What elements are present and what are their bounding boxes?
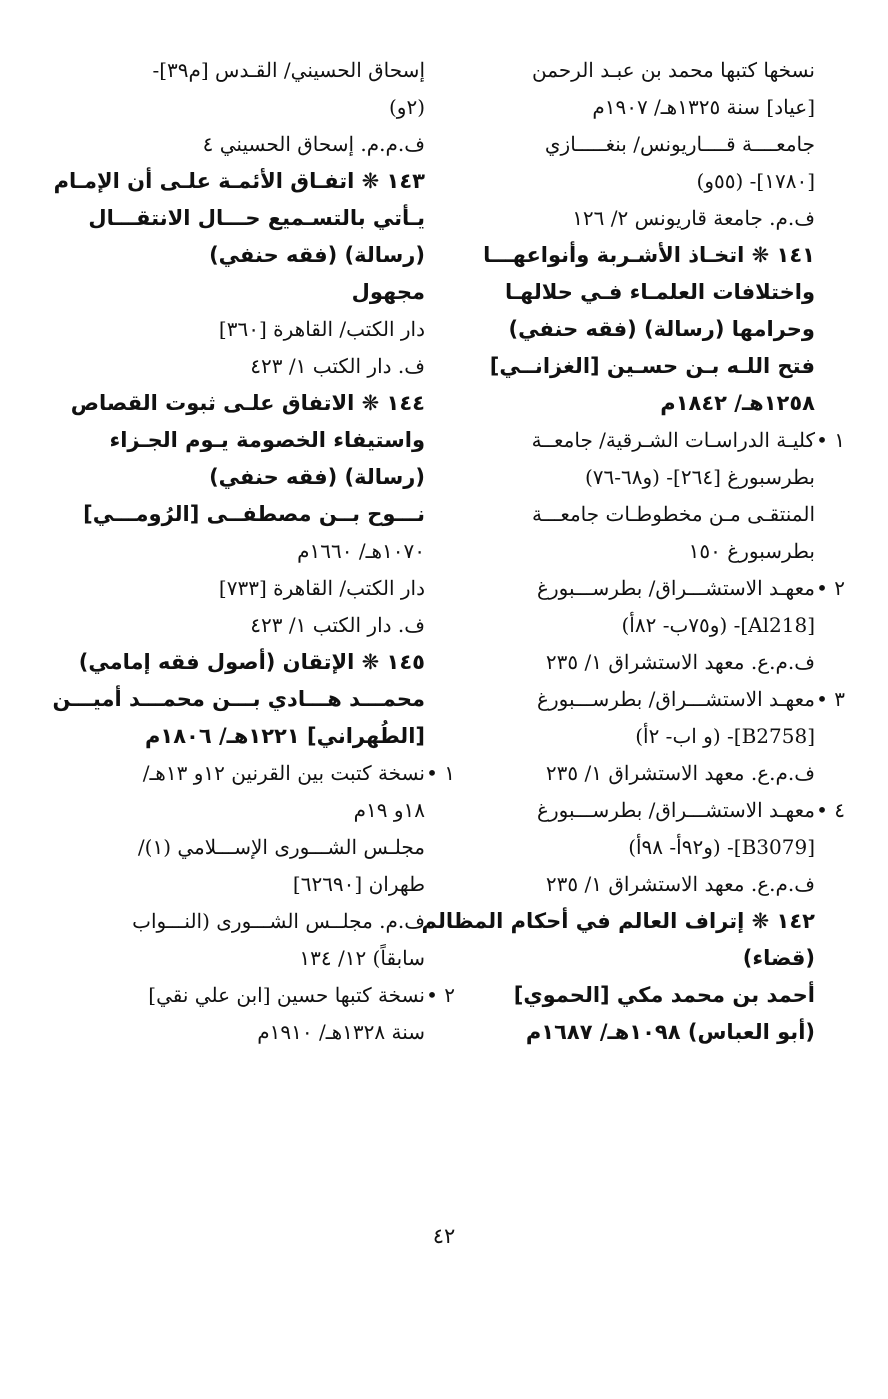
entry-text-line xyxy=(470,718,815,755)
line-text: (رسالة) (فقه حنفي) xyxy=(209,465,425,489)
entry-text-line xyxy=(470,422,845,459)
entry-text-line xyxy=(470,866,815,903)
line-text: ف.م.ع. معهد الاستشراق ١/ ٢٣٥ xyxy=(545,872,815,896)
line-text: (قضاء) xyxy=(742,946,815,970)
line-text: معهـد الاستشـــراق/ بطرســـبورغ xyxy=(537,798,815,822)
entry-text-line xyxy=(75,52,425,89)
line-text: ف.م.ع. معهد الاستشراق ١/ ٢٣٥ xyxy=(545,650,815,674)
left-column xyxy=(52,52,455,1051)
entry-text-line xyxy=(75,903,425,940)
line-text: ١٤٥ ❋ الإتقان (أصول فقه إمامي) xyxy=(78,650,425,674)
line-text: ١٠٧٠هـ/ ١٦٦٠م xyxy=(297,539,425,563)
line-text: معهـد الاستشـــراق/ بطرســـبورغ xyxy=(537,687,815,711)
entry-heading-line xyxy=(470,977,815,1014)
line-text: ف.م. جامعة قاريونس ٢/ ١٢٦ xyxy=(572,206,815,230)
list-item-marker: ١ • xyxy=(426,761,455,785)
line-text: (رسالة) (فقه حنفي) xyxy=(209,243,425,267)
entry-heading-line xyxy=(421,903,815,940)
page-number: ٤٢ xyxy=(432,1224,456,1248)
entry-text-line xyxy=(75,126,425,163)
entry-heading-line xyxy=(470,311,815,348)
entry-text-line xyxy=(75,533,425,570)
line-text: دار الكتب/ القاهرة [٧٣٣] xyxy=(218,576,425,600)
line-text: كليـة الدراسـات الشـرقية/ جامعــة xyxy=(531,428,815,452)
line-text: ١٨و ١٩م xyxy=(353,798,425,822)
right-column xyxy=(421,52,845,1051)
line-text: أحمد بن محمد مكي [الحموي] xyxy=(513,983,815,1007)
line-text: سنة ١٣٢٨هـ/ ١٩١٠م xyxy=(257,1020,425,1044)
entry-heading-line xyxy=(70,385,425,422)
list-item-marker: ٢ • xyxy=(816,576,845,600)
entry-heading-line xyxy=(75,718,425,755)
entry-heading-line xyxy=(470,274,815,311)
entry-text-line xyxy=(470,496,815,533)
entry-heading-line xyxy=(75,200,425,237)
entry-text-line xyxy=(470,126,815,163)
entry-heading-line xyxy=(470,385,815,422)
entry-heading-line xyxy=(75,422,425,459)
entry-text-line xyxy=(470,570,845,607)
line-text: [B2758]- (و اب- ٢أ) xyxy=(635,724,815,748)
line-text: ف.م. مجلــس الشـــورى (النـــواب xyxy=(132,909,425,933)
entry-text-line xyxy=(470,644,815,681)
entry-text-line xyxy=(75,311,425,348)
list-item-marker: ٤ • xyxy=(816,798,845,822)
entry-heading-line xyxy=(470,348,815,385)
entry-text-line xyxy=(75,792,425,829)
entry-heading-line xyxy=(52,681,425,718)
line-text: طهران [٦٢٦٩٠] xyxy=(292,872,425,896)
entry-text-line xyxy=(470,829,815,866)
entry-text-line xyxy=(470,607,815,644)
entry-text-line xyxy=(470,89,815,126)
line-text: مجهول xyxy=(351,280,425,304)
entry-heading-line xyxy=(470,1014,815,1051)
list-item-marker: ١ • xyxy=(816,428,845,452)
line-text: معهـد الاستشـــراق/ بطرســـبورغ xyxy=(537,576,815,600)
entry-text-line xyxy=(470,459,815,496)
list-item-marker: ٢ • xyxy=(426,983,455,1007)
line-text: واستيفاء الخصومة يـوم الجـزاء xyxy=(109,428,425,452)
line-text: وحرامها (رسالة) (فقه حنفي) xyxy=(508,317,815,341)
line-text: محمـــد هـــادي بـــن محمـــد أميـــن xyxy=(52,687,425,711)
line-text: ف. دار الكتب ١/ ٤٢٣ xyxy=(250,613,425,637)
entry-heading-line xyxy=(470,940,815,977)
line-text: نسخة كتبها حسين [ابن علي نقي] xyxy=(148,983,425,1007)
entry-text-line xyxy=(470,755,815,792)
line-text: بطرسبورغ ١٥٠ xyxy=(688,539,815,563)
line-text: ١٤١ ❋ اتخـاذ الأشـربة وأنواعهـــا xyxy=(483,243,815,267)
entry-heading-line xyxy=(53,163,425,200)
entry-text-line xyxy=(75,940,425,977)
line-text: فتح اللـه بـن حسـين [الغزانــي] xyxy=(489,354,815,378)
entry-heading-line xyxy=(75,496,425,533)
line-text: بطرسبورغ [٢٦٤]- (و٦٨-٧٦) xyxy=(584,465,815,489)
entry-heading-line xyxy=(75,274,425,311)
entry-heading-line xyxy=(75,459,425,496)
entry-text-line xyxy=(75,977,455,1014)
entry-text-line xyxy=(75,607,425,644)
line-text: نسخة كتبت بين القرنين ١٢و ١٣هـ/ xyxy=(142,761,425,785)
line-text: ١٤٣ ❋ اتفـاق الأئمـة علـى أن الإمـام xyxy=(53,169,425,193)
entry-text-line xyxy=(75,89,425,126)
entry-text-line xyxy=(470,533,815,570)
entry-text-line xyxy=(75,348,425,385)
line-text: مجلـس الشـــورى الإســـلامي (١)/ xyxy=(137,835,425,859)
line-text: ١٢٥٨هـ/ ١٨٤٢م xyxy=(660,391,815,415)
line-text: [Al218]- (و٧٥ب- ٨٢أ) xyxy=(621,613,815,637)
entry-text-line xyxy=(470,792,845,829)
line-text: نـــوح بــن مصطفــى [الرُومـــي] xyxy=(83,502,425,526)
entry-text-line xyxy=(470,200,815,237)
entry-text-line xyxy=(75,866,425,903)
line-text: (٢و) xyxy=(388,95,425,119)
line-text: واختلافات العلمـاء فـي حلالهـا xyxy=(504,280,815,304)
entry-text-line xyxy=(75,1014,425,1051)
line-text: ١٤٤ ❋ الاتفاق علـى ثبوت القصاص xyxy=(70,391,425,415)
entry-heading-line xyxy=(75,237,425,274)
line-text: ف.م.م. إسحاق الحسيني ٤ xyxy=(202,132,425,156)
line-text: [١٧٨٠]- (٥٥و) xyxy=(696,169,815,193)
line-text: نسخها كتبها محمد بن عبـد الرحمن xyxy=(532,58,815,82)
line-text: المنتقـى مـن مخطوطـات جامعـــة xyxy=(532,502,815,526)
line-text: [الطُهراني] ١٢٢١هـ/ ١٨٠٦م xyxy=(144,724,425,748)
line-text: [B3079]- (و٩٢أ- ٩٨أ) xyxy=(628,835,815,859)
line-text: [عياد] سنة ١٣٢٥هـ/ ١٩٠٧م xyxy=(592,95,815,119)
entry-text-line xyxy=(470,52,815,89)
line-text: ف.م.ع. معهد الاستشراق ١/ ٢٣٥ xyxy=(545,761,815,785)
line-text: إسحاق الحسيني/ القـدس [م٣٩]- xyxy=(152,58,425,82)
entry-heading-line xyxy=(75,644,425,681)
entry-text-line xyxy=(470,163,815,200)
line-text: يـأتي بالتسـميع حـــال الانتقـــال xyxy=(88,206,425,230)
entry-text-line xyxy=(75,755,455,792)
line-text: جامعــــة قــــاريونس/ بنغـــــازي xyxy=(544,132,815,156)
entry-text-line xyxy=(75,570,425,607)
entry-text-line xyxy=(75,829,425,866)
list-item-marker: ٣ • xyxy=(816,687,845,711)
line-text: دار الكتب/ القاهرة [٣٦٠] xyxy=(218,317,425,341)
entry-text-line xyxy=(470,681,845,718)
line-text: ف. دار الكتب ١/ ٤٢٣ xyxy=(250,354,425,378)
line-text: سابقاً) ١٢/ ١٣٤ xyxy=(299,946,425,970)
line-text: (أبو العباس) ١٠٩٨هـ/ ١٦٨٧م xyxy=(525,1020,815,1044)
entry-heading-line xyxy=(470,237,815,274)
line-text: ١٤٢ ❋ إتراف العالم في أحكام المظالم xyxy=(421,909,815,933)
